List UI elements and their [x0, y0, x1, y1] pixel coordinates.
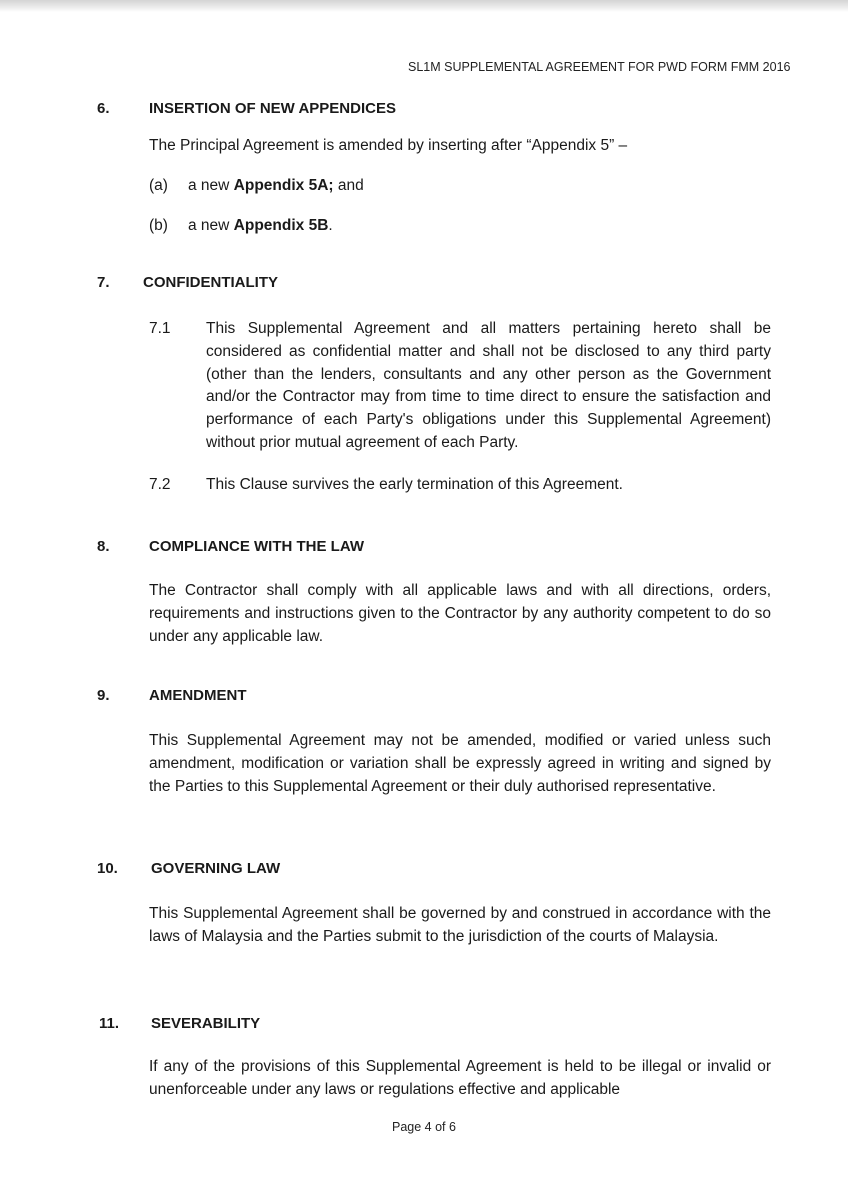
clause-7-1-text: This Supplemental Agreement and all matters pertaining hereto shall be considered as confidential matter and shall not be disclosed to any third party (other than the lenders, consultants and any other person as the Government and/or the Contractor may from time to time direct to ensure the satisfaction and performance of each Party's obligations under this Supplemental Agreement) without prior mutual agreement of each Party. — [206, 320, 771, 451]
section-10-number: 10. — [97, 860, 118, 877]
section-6-title: INSERTION OF NEW APPENDICES — [149, 100, 396, 117]
section-9-text: This Supplemental Agreement may not be amended, modified or varied unless such amendment, modification or variation shall be expressly agreed in writing and signed by the Parties to this Supplemental Agreement or their duly authorised representative. — [149, 732, 771, 795]
section-6-item-b-label: (b) — [149, 217, 168, 234]
section-9-title: AMENDMENT — [149, 687, 247, 704]
section-6-item-a: a new Appendix 5A; and — [188, 177, 364, 194]
section-11-text: If any of the provisions of this Supplemental Agreement is held to be illegal or invalid or unenforceable under any laws or regulations effective and applicable — [149, 1058, 771, 1098]
section-6-item-a-label: (a) — [149, 177, 168, 194]
section-11-number: 11. — [99, 1015, 120, 1032]
scan-edge-shadow — [0, 0, 848, 12]
section-11-title: SEVERABILITY — [151, 1015, 261, 1032]
page-header: SL1M SUPPLEMENTAL AGREEMENT FOR PWD FORM FMM 2016 — [408, 60, 791, 74]
clause-7-2-number: 7.2 — [149, 476, 171, 493]
section-7-title: CONFIDENTIALITY — [143, 274, 278, 291]
section-8-title: COMPLIANCE WITH THE LAW — [149, 538, 364, 555]
section-8-text: The Contractor shall comply with all applicable laws and with all directions, orders, requirements and instructions given to the Contractor by any authority competent to do so under any applicable law. — [149, 582, 771, 645]
section-6-item-b: a new Appendix 5B. — [188, 217, 333, 234]
section-6-number: 6. — [97, 100, 110, 117]
page-number: Page 4 of 6 — [392, 1120, 456, 1134]
clause-7-1-number: 7.1 — [149, 320, 171, 337]
section-9-number: 9. — [97, 687, 110, 704]
section-6-intro: The Principal Agreement is amended by inserting after “Appendix 5” – — [149, 137, 628, 154]
section-7-number: 7. — [97, 274, 110, 291]
clause-7-2-text: This Clause survives the early termination of this Agreement. — [206, 476, 623, 493]
section-8-number: 8. — [97, 538, 110, 555]
section-10-title: GOVERNING LAW — [151, 860, 281, 877]
section-10-text: This Supplemental Agreement shall be governed by and construed in accordance with the laws of Malaysia and the Parties submit to the jurisdiction of the courts of Malaysia. — [149, 905, 771, 945]
